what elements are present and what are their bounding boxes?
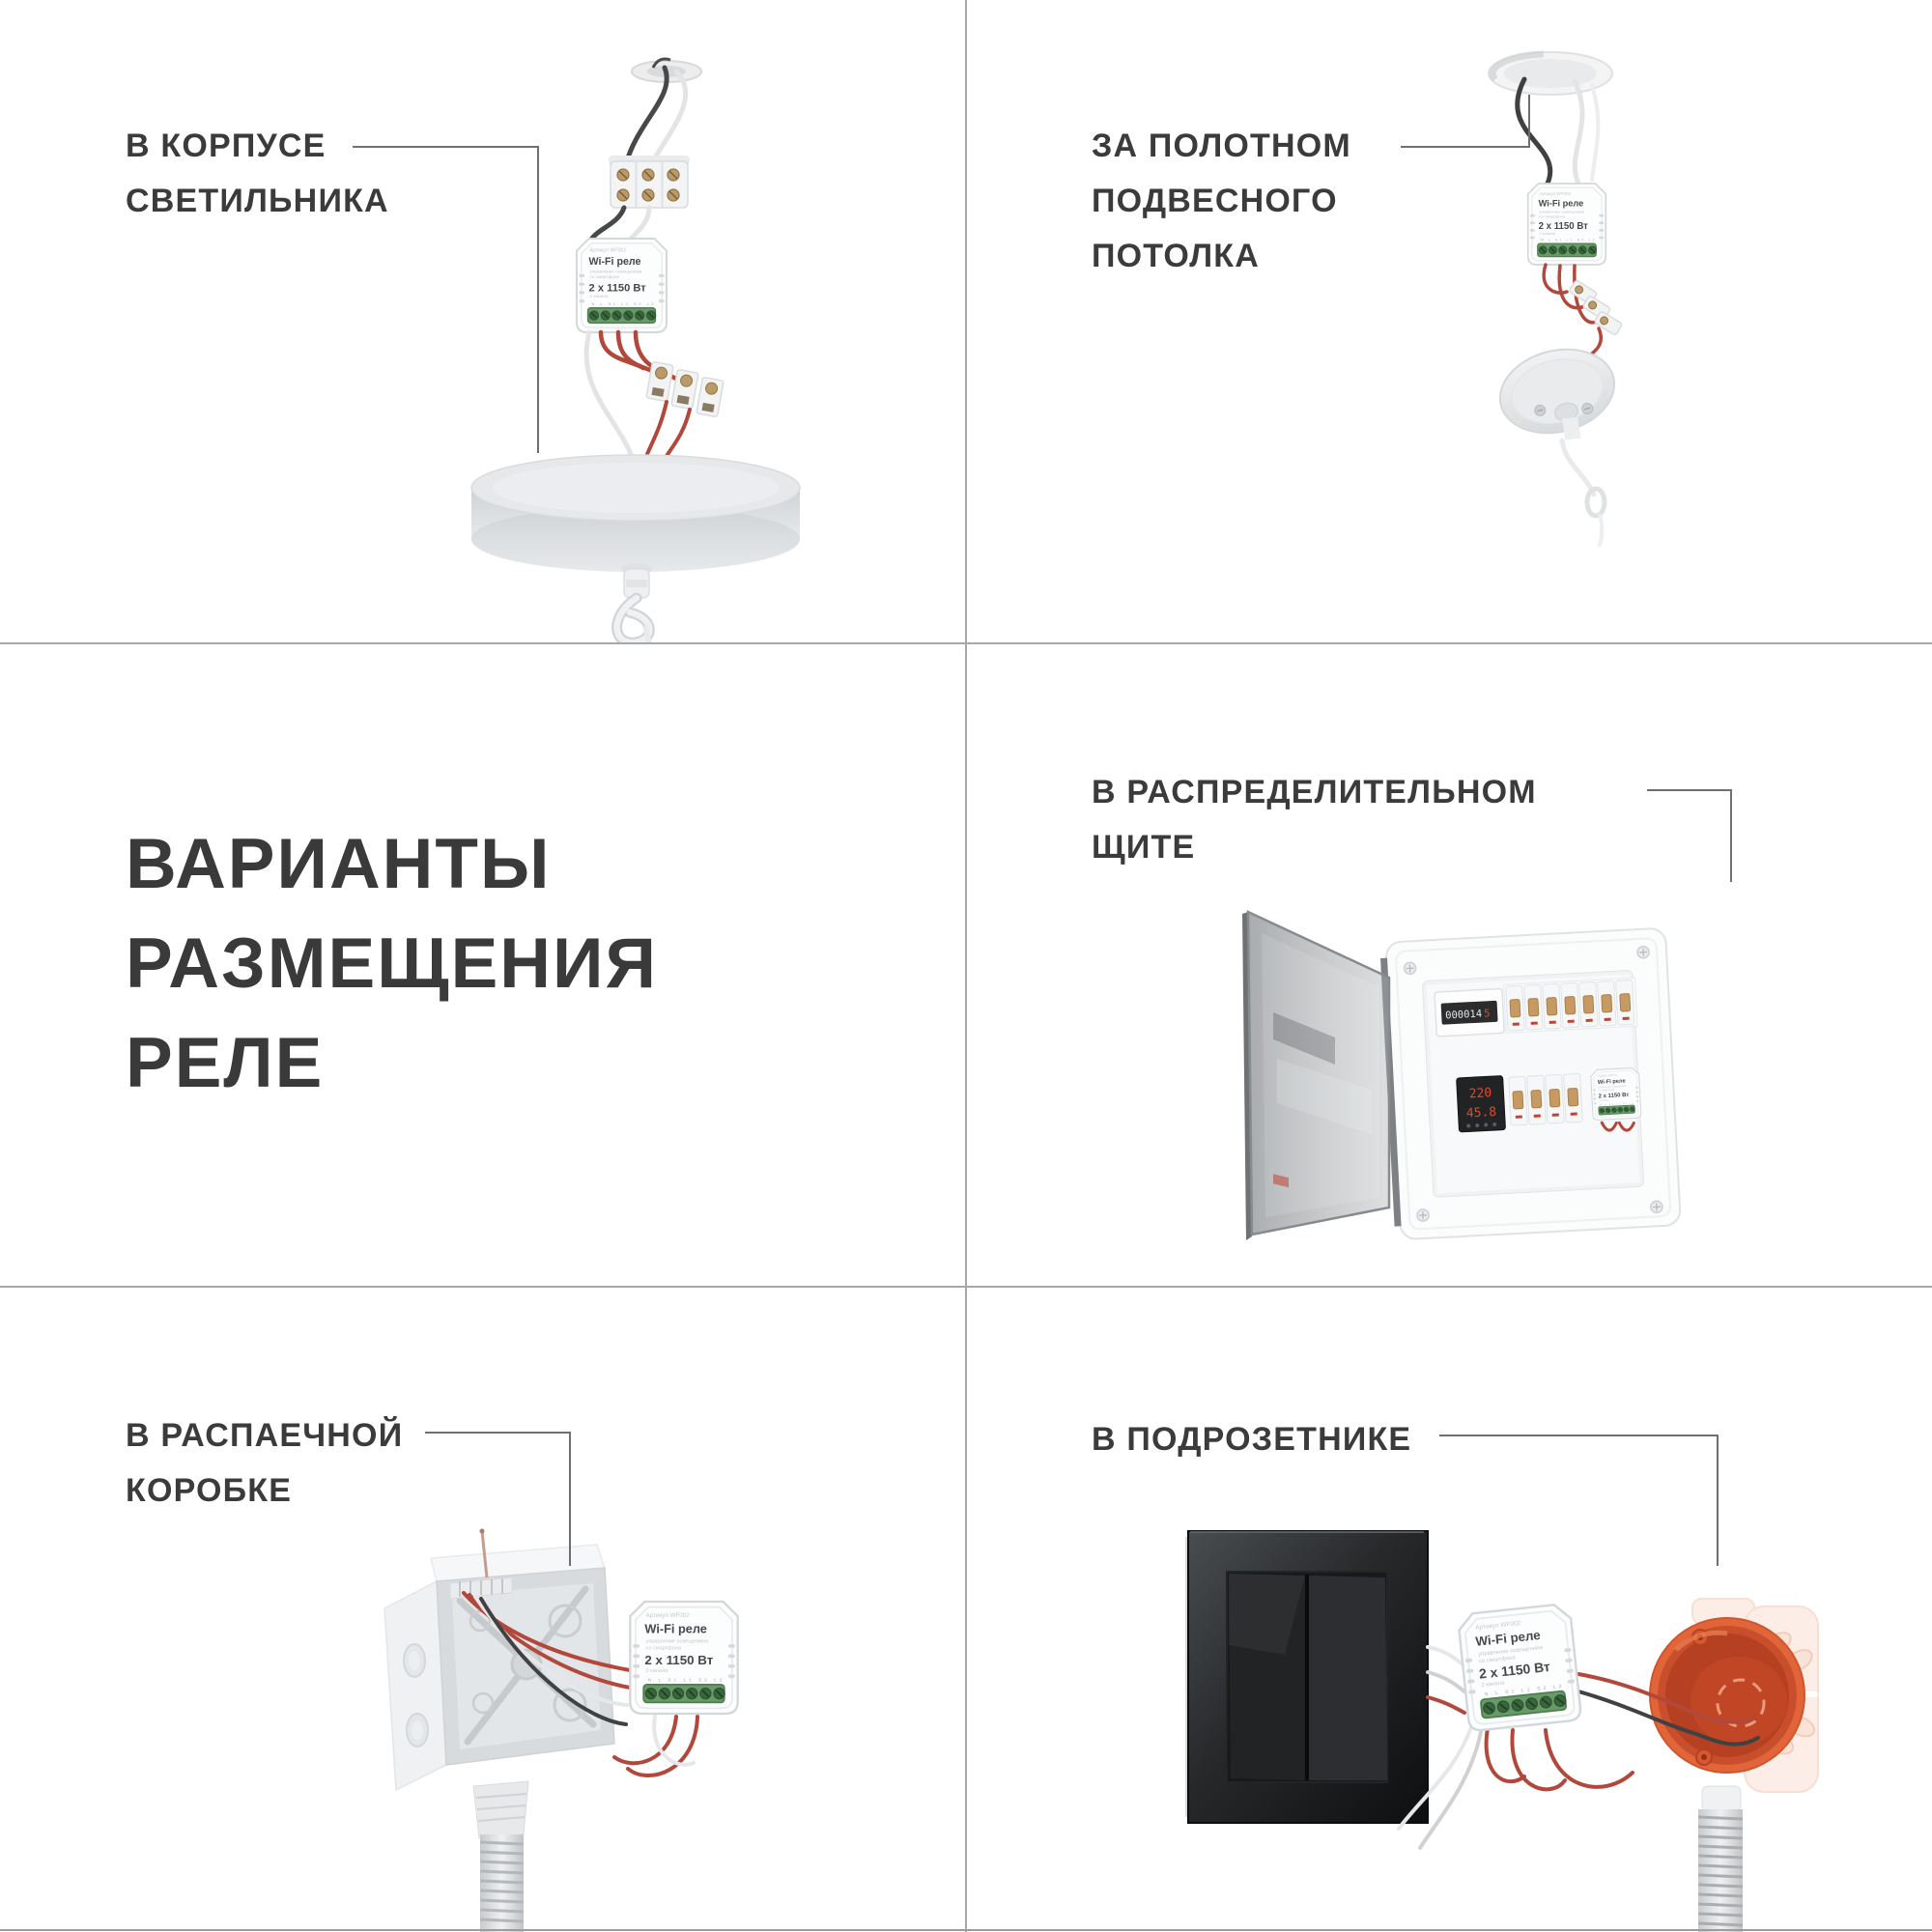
label-line: СВЕТИЛЬНИКА bbox=[126, 183, 389, 219]
lamp-terminal-strip bbox=[646, 361, 724, 416]
wire-dark bbox=[591, 208, 624, 240]
switch-rocker-right bbox=[1309, 1576, 1387, 1780]
lamp-canopy bbox=[471, 455, 800, 643]
label-line: В КОРПУСЕ bbox=[126, 128, 327, 164]
breaker-row-1 bbox=[1504, 978, 1637, 1033]
meter-reading: 000014 bbox=[1444, 1008, 1483, 1022]
page-title bbox=[126, 814, 658, 1113]
callout-line bbox=[1401, 95, 1529, 147]
callout-line bbox=[1439, 1435, 1718, 1566]
label-line: ЗА ПОЛОТНОМ bbox=[1092, 128, 1351, 164]
grid-horizontal-divider-1 bbox=[0, 642, 1932, 644]
scene-luminaire bbox=[0, 0, 966, 643]
grid-horizontal-divider-2 bbox=[0, 1286, 1932, 1288]
title-line: РАЗМЕЩЕНИЯ bbox=[126, 924, 658, 1003]
title-line: РЕЛЕ bbox=[126, 1024, 325, 1102]
cord-white bbox=[1592, 85, 1598, 180]
wifi-relay-module bbox=[1590, 1067, 1640, 1120]
label-line: В РАСПРЕДЕЛИТЕЛЬНОМ bbox=[1092, 774, 1537, 810]
junction-box bbox=[384, 1529, 614, 1932]
cord-white bbox=[1562, 440, 1594, 495]
lamp-canopy-bottom bbox=[1492, 338, 1626, 455]
scene-ceiling bbox=[966, 0, 1932, 643]
callout-line bbox=[425, 1433, 570, 1566]
title-line: ВАРИАНТЫ bbox=[126, 825, 552, 903]
terminal-block bbox=[609, 156, 690, 208]
callout-line bbox=[1647, 790, 1731, 882]
label-line: В РАСПАЕЧНОЙ bbox=[126, 1417, 404, 1454]
label-line: ЩИТЕ bbox=[1092, 829, 1196, 866]
wifi-relay-module bbox=[1458, 1604, 1581, 1732]
conduit bbox=[1698, 1786, 1743, 1932]
cord-white bbox=[1599, 514, 1602, 547]
wifi-relay-module bbox=[630, 1602, 737, 1714]
wires-red bbox=[647, 402, 690, 456]
voltmeter-top: 220 bbox=[1468, 1086, 1492, 1102]
scene-junction bbox=[0, 1288, 966, 1932]
board-door bbox=[1242, 912, 1389, 1240]
voltmeter bbox=[1457, 1076, 1506, 1132]
scene-board bbox=[966, 643, 1932, 1288]
meter-reading-red: 5 bbox=[1483, 1008, 1491, 1020]
scene-socket bbox=[966, 1288, 1932, 1932]
wifi-relay-module bbox=[577, 239, 667, 332]
distribution-board bbox=[1379, 928, 1681, 1240]
socket-box bbox=[1650, 1618, 1804, 1773]
voltmeter-bottom: 45.8 bbox=[1465, 1104, 1497, 1122]
wires bbox=[1428, 1647, 1464, 1713]
electric-meter bbox=[1435, 988, 1504, 1037]
callout-line bbox=[353, 147, 538, 453]
label-line: КОРОБКЕ bbox=[126, 1472, 293, 1509]
hook bbox=[1587, 489, 1605, 516]
wifi-relay-module bbox=[1528, 184, 1606, 265]
label-line: ПОТОЛКА bbox=[1092, 238, 1260, 274]
wire-white bbox=[1575, 81, 1582, 184]
wall-switch bbox=[1186, 1531, 1428, 1823]
wire-white bbox=[630, 208, 649, 240]
label-line: ПОДВЕСНОГО bbox=[1092, 183, 1338, 219]
grid-vertical-divider bbox=[965, 0, 967, 1932]
bottom-edge-line bbox=[0, 1929, 1932, 1931]
label-line: В ПОДРОЗЕТНИКЕ bbox=[1092, 1421, 1412, 1458]
